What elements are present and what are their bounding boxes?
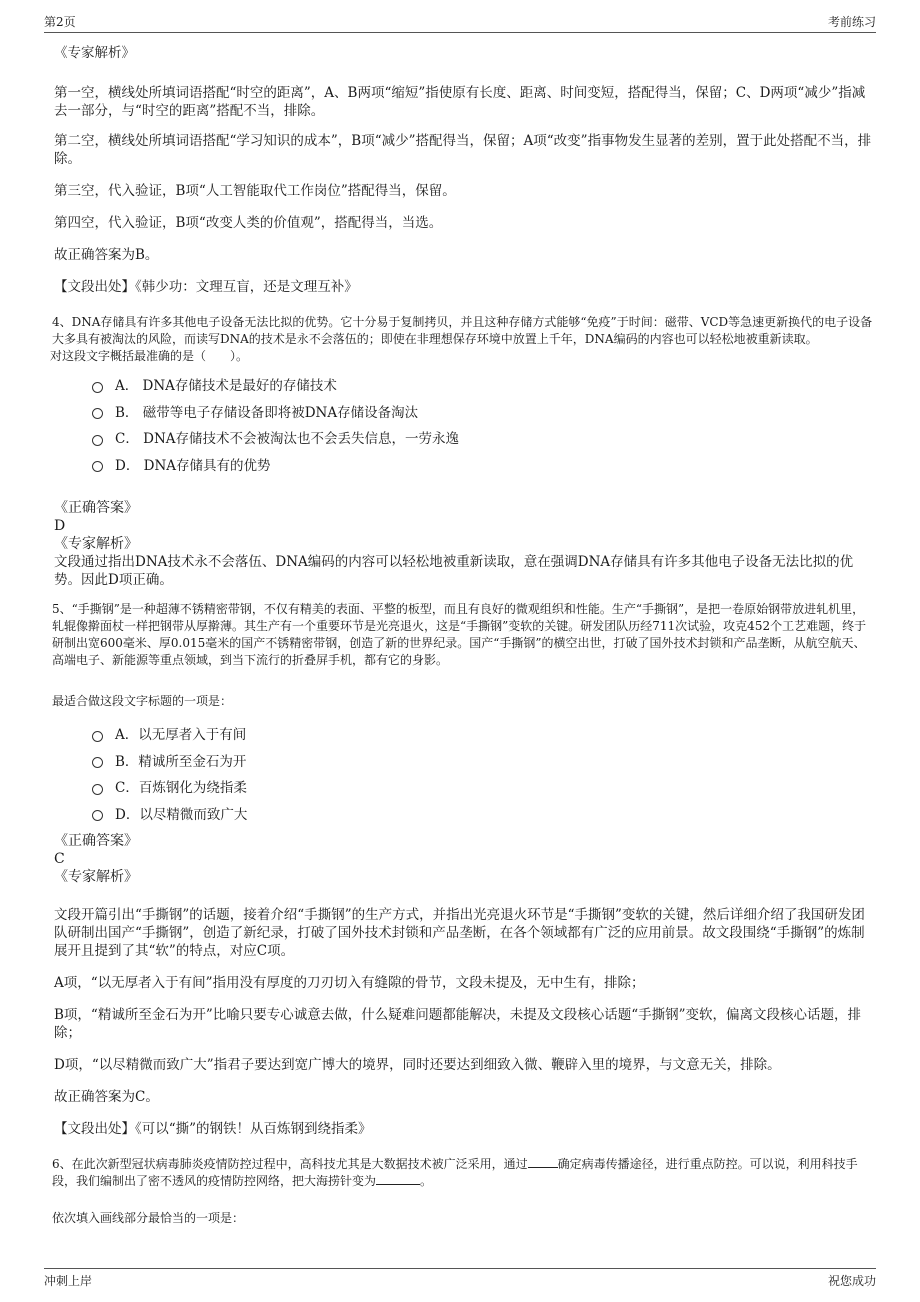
analysis-label: 《专家解析》	[54, 869, 138, 885]
question-prompt: 依次填入画线部分最恰当的一项是：	[52, 1211, 245, 1225]
option-c[interactable]	[92, 424, 874, 451]
page-number: 第2页	[44, 15, 76, 29]
option-a[interactable]	[92, 720, 874, 747]
question-stem: 4、DNA存储具有许多其他电子设备无法比拟的优势。它十分易于复制拷贝，并且这种存储方式能够“免疫”于时间：磁带、VCD等急速更新换代的电子设备大多具有被淘汰的风险，而读写DNA的技术是永不会落伍的；即使在非理想保存环境中放置上千年，DNA编码的内容也可以轻松地被重新读取。	[52, 315, 873, 346]
option-b[interactable]	[92, 747, 874, 774]
stem-part: 6、在此次新型冠状病毒肺炎疫情防控过程中，高科技尤其是大数据技术被广泛采用，通过	[52, 1157, 528, 1171]
option-label: C．百炼钢化为绕指柔	[115, 780, 247, 797]
page-header	[44, 12, 876, 33]
option-list	[92, 371, 874, 477]
analysis-para: 第二空，横线处所填词语搭配“学习知识的成本”，B项“减少”搭配得当，保留；A项“改变”指事物发生显著的差别，置于此处搭配不当，排除。	[54, 133, 872, 167]
page-content	[50, 38, 874, 1227]
question-stem: 5、“手撕钢”是一种超薄不锈精密带钢，不仅有精美的表面、平整的板型，而且有良好的微观组织和性能。生产“手撕钢”，是把一卷原始钢带放进轧机里，轧辊像擀面杖一样把钢带从厚擀薄。其生产有一个重要环节是光亮退火，这是“手撕钢”变软的关键。研发团队历经711次试验，攻克452个工艺难题，终于研制出宽600毫米、厚0.015毫米的国产不锈精密带钢，创造了新的世界纪录。国产“手撕钢”的横空出世，打破了国外技术封锁和产品垄断，从航空航天、高端电子、新能源等重点领域，到当下流行的折叠屏手机，都有它的身影。	[52, 602, 867, 667]
source-line: 【文段出处】《韩少功：文理互盲，还是文理互补》	[54, 279, 358, 295]
stem-part: 确定病毒传播途径，进行重点防控。可以说，利用科技手段，我们编制出了密不透风的疫情防控网络，把大海捞针变为	[52, 1157, 858, 1188]
option-label: D．以尽精微而致广大	[115, 806, 248, 823]
radio-icon[interactable]	[92, 382, 103, 393]
analysis-para: B项，“精诚所至金石为开”比喻只要专心诚意去做，什么疑难问题都能解决，未提及文段核心话题“手撕钢”变软，偏离文段核心话题，排除；	[54, 1007, 862, 1041]
analysis-label: 《专家解析》	[54, 536, 138, 552]
analysis-para: 第四空，代入验证，B项“改变人类的价值观”，搭配得当，当选。	[54, 215, 443, 231]
option-b[interactable]	[92, 398, 874, 425]
radio-icon[interactable]	[92, 810, 103, 821]
option-d[interactable]	[92, 451, 874, 478]
question-4	[50, 314, 874, 589]
analysis-para: A项，“以无厚者入于有间”指用没有厚度的刀刃切入有缝隙的骨节，文段未提及，无中生有，排除；	[54, 975, 645, 991]
radio-icon[interactable]	[92, 408, 103, 419]
option-d[interactable]	[92, 800, 874, 827]
stem-part: 。	[420, 1174, 433, 1188]
option-label: A． DNA存储技术是最好的存储技术	[115, 378, 337, 395]
option-label: B．精诚所至金石为开	[115, 753, 247, 770]
analysis-para: 第三空，代入验证，B项“人工智能取代工作岗位”搭配得当，保留。	[54, 183, 456, 199]
option-list	[92, 720, 874, 826]
option-label: B． 磁带等电子存储设备即将被DNA存储设备淘汰	[115, 404, 419, 421]
analysis-para: 文段开篇引出“手撕钢”的话题，接着介绍“手撕钢”的生产方式，并指出光亮退火环节是“手撕钢”变软的关键，然后详细介绍了我国研发团队研制出国产“手撕钢”，创造了新纪录，打破了国外技术封锁和产品垄断，在各个领域都有广泛的应用前景。故文段围绕“手撕钢”的炼制展开且提到了其“软”的特点，对应C项。	[54, 907, 865, 959]
option-a[interactable]	[92, 371, 874, 398]
analysis-para: 故正确答案为C。	[54, 1089, 159, 1105]
answer-value: C	[54, 851, 65, 867]
source-line: 【文段出处】《可以“撕”的钢铁！从百炼钢到绕指柔》	[54, 1121, 372, 1137]
radio-icon[interactable]	[92, 435, 103, 446]
question-6	[54, 1156, 874, 1227]
option-c[interactable]	[92, 773, 874, 800]
analysis-para: 文段通过指出DNA技术永不会落伍、DNA编码的内容可以轻松地被重新读取，意在强调DNA存储具有许多其他电子设备无法比拟的优势。因此D项正确。	[54, 554, 854, 588]
question-stem	[52, 1156, 874, 1190]
analysis-label: 《专家解析》	[54, 45, 135, 61]
option-label: C． DNA存储技术不会被淘汰也不会丢失信息，一劳永逸	[115, 431, 460, 448]
footer-left: 冲刺上岸	[44, 1274, 93, 1288]
question-prompt: 最适合做这段文字标题的一项是：	[52, 694, 233, 708]
fill-blank[interactable]	[376, 1184, 420, 1185]
header-title: 考前练习	[827, 15, 876, 29]
radio-icon[interactable]	[92, 784, 103, 795]
answer-label: 《正确答案》	[54, 500, 138, 516]
footer-right: 祝您成功	[827, 1274, 876, 1288]
radio-icon[interactable]	[92, 731, 103, 742]
page-footer	[44, 1268, 876, 1292]
question-prompt: 对这段文字概括最准确的是（ ）。	[50, 349, 249, 363]
option-label: A．以无厚者入于有间	[115, 727, 247, 744]
question-5	[54, 601, 874, 1138]
fill-blank[interactable]	[528, 1167, 558, 1168]
answer-value: D	[54, 518, 66, 534]
q3-analysis	[54, 44, 874, 296]
answer-label: 《正确答案》	[54, 833, 138, 849]
radio-icon[interactable]	[92, 757, 103, 768]
analysis-para: 故正确答案为B。	[54, 247, 159, 263]
option-label: D． DNA存储具有的优势	[115, 457, 271, 474]
analysis-para: 第一空，横线处所填词语搭配“时空的距离”，A、B两项“缩短”指使原有长度、距离、时间变短，搭配得当，保留；C、D两项“减少”指减去一部分，与“时空的距离”搭配不当，排除。	[54, 85, 866, 119]
radio-icon[interactable]	[92, 461, 103, 472]
analysis-para: D项，“以尽精微而致广大”指君子要达到宽广博大的境界，同时还要达到细致入微、鞭辟入里的境界，与文意无关，排除。	[54, 1057, 781, 1073]
